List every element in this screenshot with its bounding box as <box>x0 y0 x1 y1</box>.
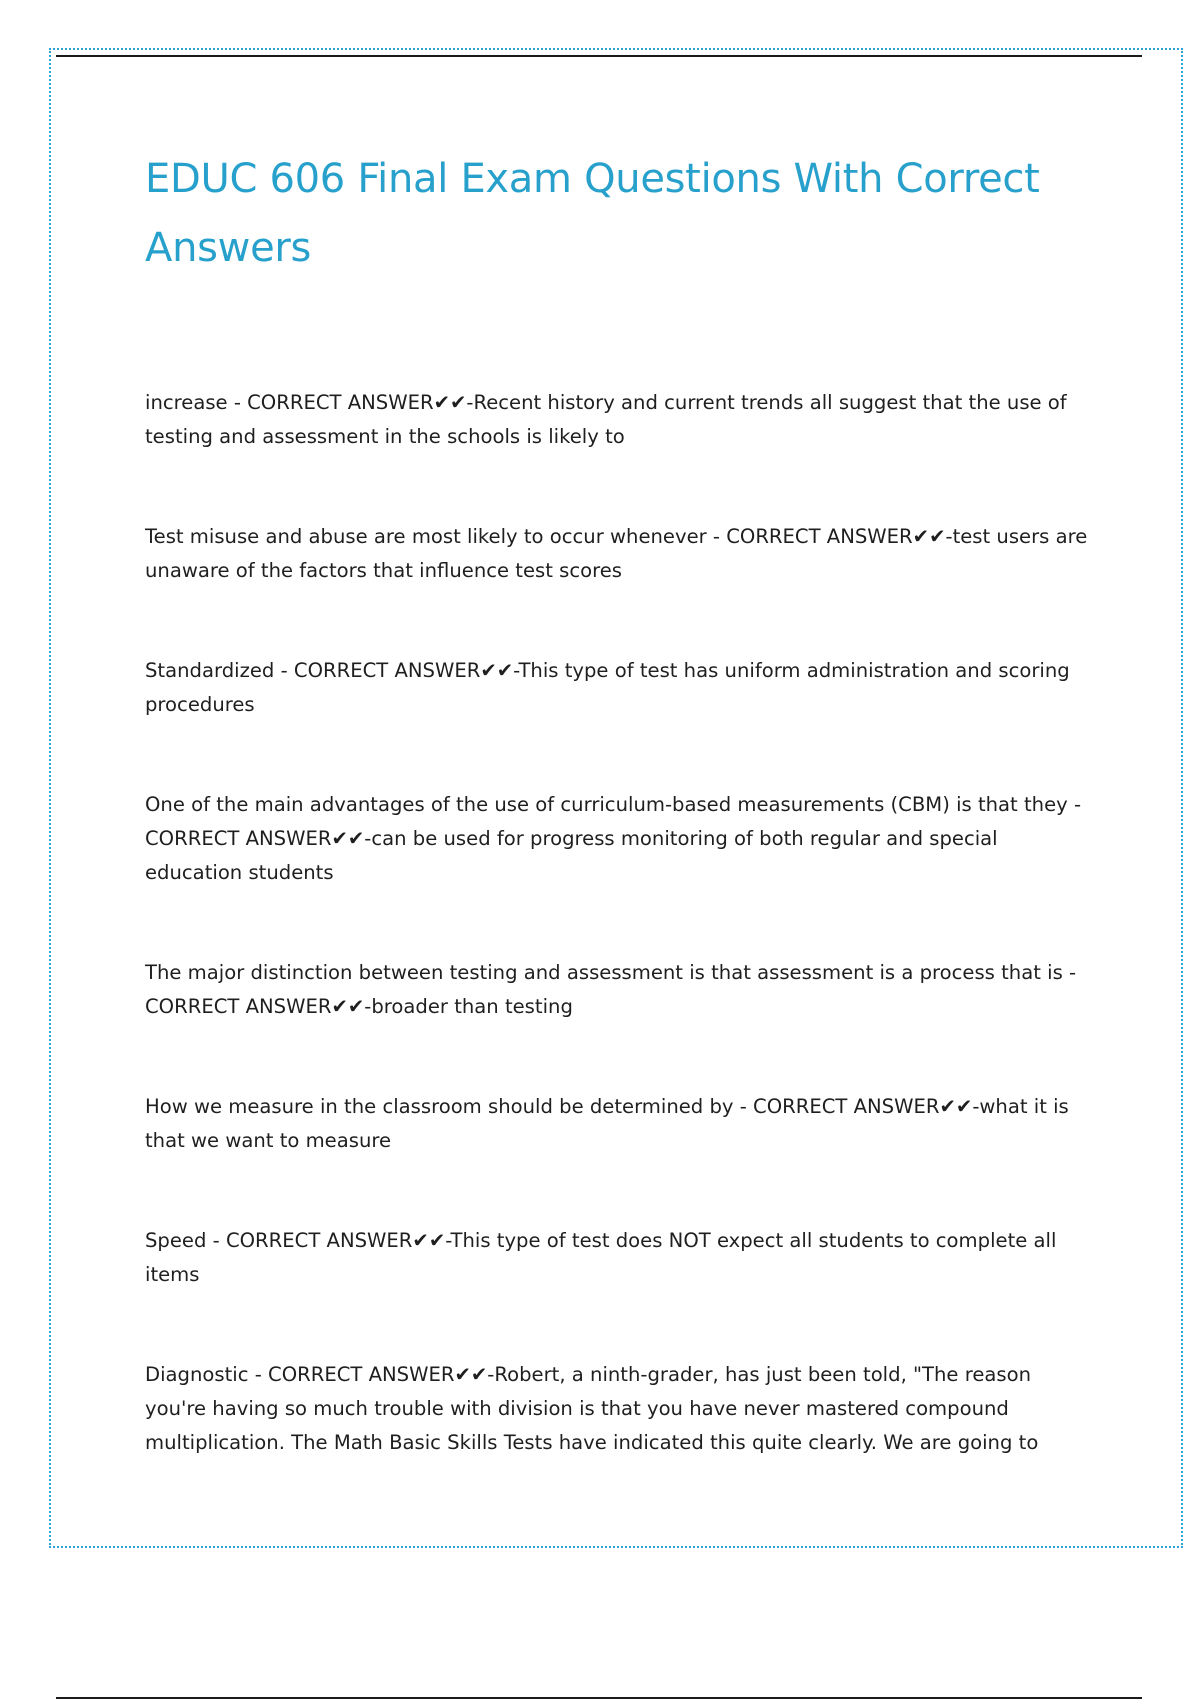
document-content <box>145 145 1090 1460</box>
qa-item: Standardized - CORRECT ANSWER✔✔-This type of test has uniform administration and scoring procedures <box>145 659 1070 716</box>
qa-list <box>145 386 1090 1460</box>
qa-item: The major distinction between testing and assessment is that assessment is a process that is - CORRECT ANSWER✔✔-broader than testing <box>145 961 1077 1018</box>
qa-item: Speed - CORRECT ANSWER✔✔-This type of test does NOT expect all students to complete all items <box>145 1229 1057 1286</box>
qa-item: Test misuse and abuse are most likely to occur whenever - CORRECT ANSWER✔✔-test users are unaware of the factors that influence test scores <box>145 525 1088 582</box>
qa-item: increase - CORRECT ANSWER✔✔-Recent history and current trends all suggest that the use of testing and assessment in the schools is likely to <box>145 391 1067 448</box>
qa-item: How we measure in the classroom should be determined by - CORRECT ANSWER✔✔-what it is that we want to measure <box>145 1095 1069 1152</box>
qa-item: Diagnostic - CORRECT ANSWER✔✔-Robert, a ninth-grader, has just been told, "The reason you're having so much trouble with division is that you have never mastered compound multiplication. The Math Basic Skills Tests have indicated this quite clearly. We are going to <box>145 1363 1039 1454</box>
qa-item: One of the main advantages of the use of curriculum-based measurements (CBM) is that they - CORRECT ANSWER✔✔-can be used for progress monitoring of both regular and special education students <box>145 793 1082 884</box>
header-rule <box>56 55 1142 57</box>
document-title: EDUC 606 Final Exam Questions With Correct Answers <box>145 156 1040 271</box>
next-page-header-rule <box>56 1697 1142 1699</box>
